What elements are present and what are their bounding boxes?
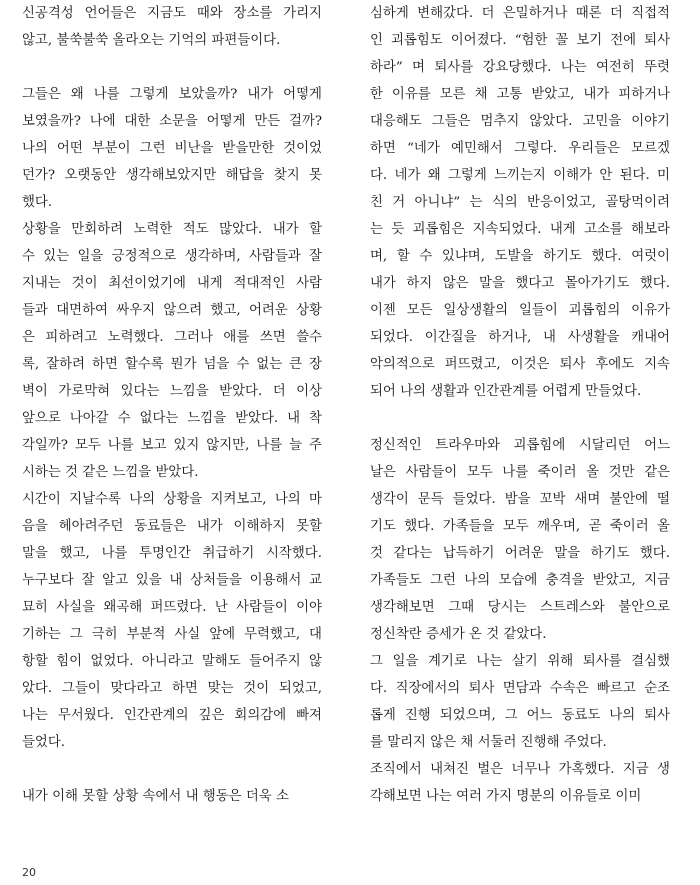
- text-line: 가족들도 그런 나의 모습에 충격을 받았고, 지금: [370, 573, 670, 588]
- text-line: 항할 힘이 없었다. 아니라고 말해도 들어주지 않: [22, 654, 322, 669]
- text-line: 내가 하지 않은 말을 했다고 몰아가기도 했다.: [370, 276, 670, 291]
- text-line: 신공격성 언어들은 지금도 때와 장소를 가리지: [22, 6, 322, 21]
- text-line: 생각이 문득 들었다. 밤을 꼬박 새며 불안에 떨: [370, 492, 670, 507]
- text-line: 이젠 모든 일상생활의 일들이 괴롭힘의 이유가: [370, 303, 670, 318]
- text-line: 했다.: [22, 195, 53, 210]
- text-line: 않고, 불쑥불쑥 올라오는 기억의 파편들이다.: [22, 33, 281, 48]
- text-line: 았다. 그들이 맞다라고 하면 맞는 것이 되었고,: [22, 681, 322, 696]
- text-line: 시간이 지날수록 나의 상황을 지켜보고, 나의 마: [22, 492, 322, 507]
- text-line: 심하게 변해갔다. 더 은밀하거나 때론 더 직접적: [370, 6, 670, 21]
- right-text-column: [370, 0, 670, 810]
- left-text-column: [22, 0, 322, 810]
- text-line: 되었다. 이간질을 하거나, 내 사생활을 캐내어: [370, 330, 670, 345]
- text-line: 앞으로 나아갈 수 없다는 느낌을 받았다. 내 착: [22, 411, 322, 426]
- paragraph-gap: [22, 54, 322, 81]
- text-line: 며, 할 수 있냐며, 도발을 하기도 했다. 여럿이: [370, 249, 670, 264]
- text-line: 상황을 만회하려 노력한 적도 많았다. 내가 할: [22, 222, 322, 237]
- text-line: 보였을까? 나에 대한 소문을 어떻게 만든 걸까?: [22, 114, 322, 129]
- text-line: 지내는 것이 최선이었기에 내게 적대적인 사람: [22, 276, 322, 291]
- text-line: 친 거 아니냐” 는 식의 반응이었고, 골탕먹이려: [370, 195, 670, 210]
- text-line: 묘히 사실을 왜곡해 퍼뜨렸다. 난 사람들이 이야: [22, 600, 322, 615]
- text-line: 들과 대면하여 싸우지 않으려 했고, 어려운 상황: [22, 303, 322, 318]
- text-line: 한 이유를 모른 채 고통 받았고, 내가 피하거나: [370, 87, 670, 102]
- text-line: 기하는 그 극히 부분적 사실 앞에 무력했고, 대: [22, 627, 322, 642]
- text-line: 각일까? 모두 나를 보고 있지 않지만, 나를 늘 주: [22, 438, 322, 453]
- text-line: 정신착란 증세가 온 것 같았다.: [370, 627, 547, 642]
- text-line: 나의 어떤 부분이 그런 비난을 받을만한 것이었: [22, 141, 322, 156]
- text-line: 록, 잘하려 하면 할수록 뭔가 넘을 수 없는 큰 장: [22, 357, 322, 372]
- text-line: 던가? 오랫동안 생각해보았지만 해답을 찾지 못: [22, 168, 322, 183]
- text-line: 누구보다 잘 알고 있을 내 상처들을 이용해서 교: [22, 573, 322, 588]
- paragraph-gap: [22, 756, 322, 783]
- text-line: 조직에서 내쳐진 벌은 너무나 가혹했다. 지금 생: [370, 762, 670, 777]
- text-line: 음을 헤아려주던 동료들은 내가 이해하지 못할: [22, 519, 322, 534]
- text-line: 내가 이해 못할 상황 속에서 내 행동은 더욱 소: [22, 789, 289, 804]
- paragraph-gap: [370, 405, 670, 432]
- page-number: 20: [22, 866, 36, 879]
- text-line: 롭게 진행 되었으며, 그 어느 동료도 나의 퇴사: [370, 708, 670, 723]
- text-line: 날은 사람들이 모두 나를 죽이러 올 것만 같은: [370, 465, 670, 480]
- text-line: 인 괴롭힘도 이어졌다. “험한 꼴 보기 전에 퇴사: [370, 33, 670, 48]
- text-line: 시하는 것 같은 느낌을 받았다.: [22, 465, 199, 480]
- text-line: 생각해보면 그때 당시는 스트레스와 불안으로: [370, 600, 670, 615]
- text-line: 를 말리지 않은 채 서둘러 진행해 주었다.: [370, 735, 607, 750]
- text-line: 악의적으로 퍼뜨렸고, 이것은 퇴사 후에도 지속: [370, 357, 670, 372]
- text-line: 다. 네가 왜 그렇게 느끼는지 이해가 안 된다. 미: [370, 168, 670, 183]
- text-line: 수 있는 일을 긍정적으로 생각하며, 사람들과 잘: [22, 249, 322, 264]
- text-line: 다. 직장에서의 퇴사 면담과 수속은 빠르고 순조: [370, 681, 670, 696]
- text-line: 말을 했고, 나를 투명인간 취급하기 시작했다.: [22, 546, 322, 561]
- text-line: 은 피하려고 노력했다. 그러나 애를 쓰면 쓸수: [22, 330, 322, 345]
- text-line: 기도 했다. 가족들을 모두 깨우며, 곧 죽이러 올: [370, 519, 670, 534]
- text-line: 그 일을 계기로 나는 살기 위해 퇴사를 결심했: [370, 654, 670, 669]
- text-line: 들었다.: [22, 735, 66, 750]
- text-line: 대응해도 그들은 멈추지 않았다. 고민을 이야기: [370, 114, 670, 129]
- text-line: 는 듯 괴롭힘은 지속되었다. 내게 고소를 해보라: [370, 222, 670, 237]
- text-line: 되어 나의 생활과 인간관계를 어렵게 만들었다.: [370, 384, 642, 399]
- text-line: 하면 “네가 예민해서 그렇다. 우리들은 모르겠: [370, 141, 670, 156]
- text-line: 하라” 며 퇴사를 강요당했다. 나는 여전히 뚜렷: [370, 60, 670, 75]
- text-line: 그들은 왜 나를 그렇게 보았을까? 내가 어떻게: [22, 87, 322, 102]
- text-line: 정신적인 트라우마와 괴롭힘에 시달리던 어느: [370, 438, 670, 453]
- text-line: 것 같다는 납득하기 어려운 말을 하기도 했다.: [370, 546, 670, 561]
- text-line: 벽이 가로막혀 있다는 느낌을 받았다. 더 이상: [22, 384, 322, 399]
- text-line: 나는 무서웠다. 인간관계의 깊은 회의감에 빠져: [22, 708, 322, 723]
- text-line: 각해보면 나는 여러 가지 명분의 이유들로 이미: [370, 789, 642, 804]
